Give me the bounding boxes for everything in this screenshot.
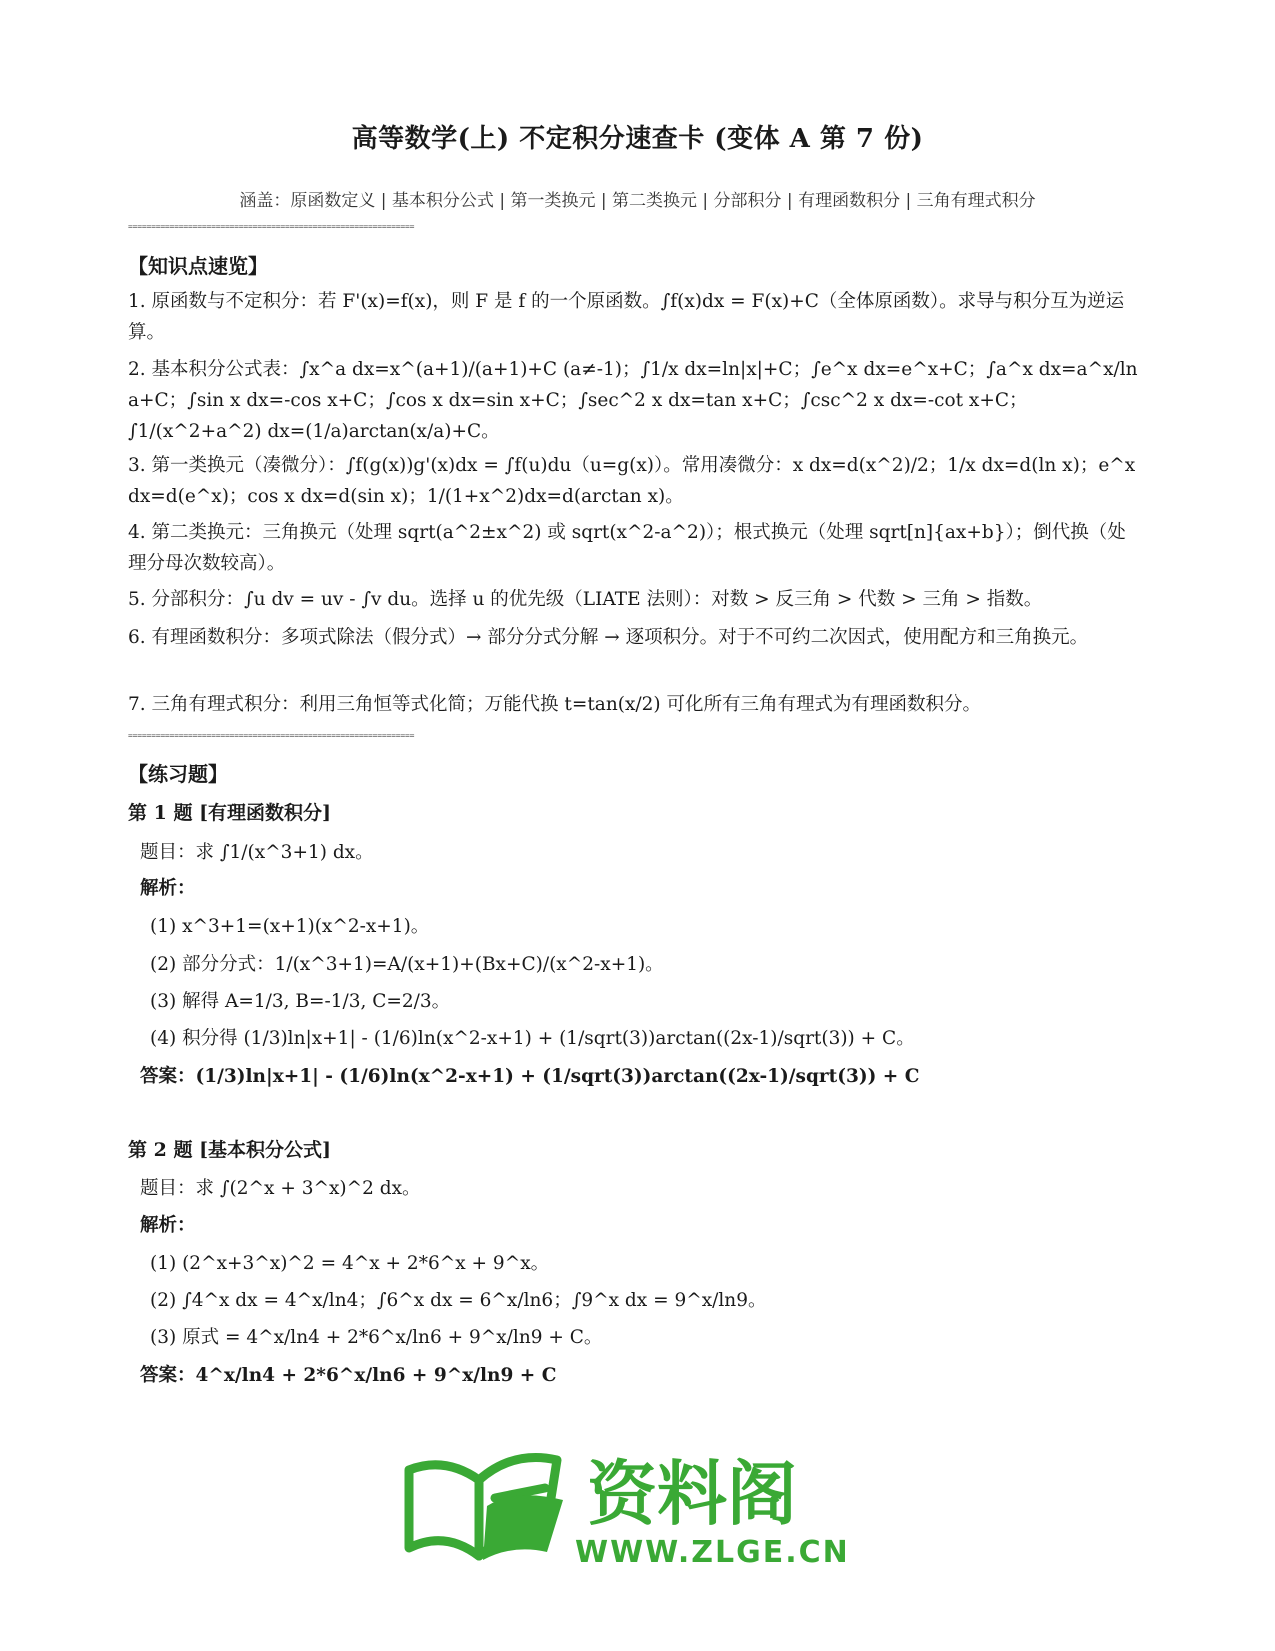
page-title: 高等数学(上) 不定积分速查卡 (变体 A 第 7 份) [351, 124, 924, 154]
knowledge-item: 6. 有理函数积分：多项式除法（假分式）→ 部分分式分解 → 逐项积分。对于不可约二次因式，使用配方和三角换元。 [128, 627, 1089, 648]
analysis-label: 解析： [140, 878, 196, 899]
knowledge-item: 4. 第二类换元：三角换元（处理 sqrt(a^2±x^2) 或 sqrt(x^2-a^2)）；根式换元（处理 sqrt[n]{ax+b}）；倒代换（处理分母次数较高）。 [128, 522, 1126, 574]
watermark-name: 资料阁 [587, 1453, 797, 1535]
question-title: 第 1 题 [有理函数积分] [128, 802, 332, 824]
watermark-url: WWW.ZLGE.CN [575, 1535, 850, 1570]
knowledge-item: 2. 基本积分公式表：∫x^a dx=x^(a+1)/(a+1)+C (a≠-1)；∫1/x dx=ln|x|+C；∫e^x dx=e^x+C；∫a^x dx=a^x/ln a+C；∫sin x dx=-cos x+C；∫cos x dx=sin x+C；∫sec^2 x dx=tan x+C；∫csc^2 x dx=-cot x+C；∫1/(x^2+a^2) dx=(1/a)arctan(x/a)+C。 [128, 359, 1138, 442]
knowledge-item: 3. 第一类换元（凑微分）：∫f(g(x))g'(x)dx = ∫f(u)du（u=g(x)）。常用凑微分：x dx=d(x^2)/2；1/x dx=d(ln x)；e^x dx=d(e^x)；cos x dx=d(sin x)；1/(1+x^2)dx=d(arctan x)。 [128, 455, 1136, 507]
question-stem: 题目：求 ∫(2^x + 3^x)^2 dx。 [140, 1178, 421, 1199]
question-title: 第 2 题 [基本积分公式] [128, 1139, 332, 1161]
analysis-step: (3) 解得 A=1/3, B=-1/3, C=2/3。 [150, 991, 451, 1012]
analysis-step: (4) 积分得 (1/3)ln|x+1| - (1/6)ln(x^2-x+1) + (1/sqrt(3))arctan((2x-1)/sqrt(3)) + C。 [150, 1028, 915, 1049]
practice-heading: 【练习题】 [128, 762, 228, 786]
separator-line: ============================================================== [128, 222, 415, 231]
knowledge-item: 1. 原函数与不定积分：若 F'(x)=f(x)，则 F 是 f 的一个原函数。∫f(x)dx = F(x)+C（全体原函数）。求导与积分互为逆运算。 [128, 291, 1125, 343]
watermark-logo [395, 1440, 865, 1570]
analysis-step: (1) x^3+1=(x+1)(x^2-x+1)。 [150, 916, 430, 937]
answer-line: 答案：4^x/ln4 + 2*6^x/ln6 + 9^x/ln9 + C [140, 1365, 557, 1386]
answer-line: 答案：(1/3)ln|x+1| - (1/6)ln(x^2-x+1) + (1/sqrt(3))arctan((2x-1)/sqrt(3)) + C [140, 1066, 920, 1087]
knowledge-item: 5. 分部积分：∫u dv = uv - ∫v du。选择 u 的优先级（LIATE 法则）：对数 > 反三角 > 代数 > 三角 > 指数。 [128, 589, 1043, 610]
question-stem: 题目：求 ∫1/(x^3+1) dx。 [140, 842, 374, 863]
analysis-step: (2) 部分分式：1/(x^3+1)=A/(x+1)+(Bx+C)/(x^2-x+1)。 [150, 954, 664, 975]
analysis-label: 解析： [140, 1215, 196, 1236]
knowledge-item: 7. 三角有理式积分：利用三角恒等式化简；万能代换 t=tan(x/2) 可化所有三角有理式为有理函数积分。 [128, 694, 981, 715]
analysis-step: (3) 原式 = 4^x/ln4 + 2*6^x/ln6 + 9^x/ln9 + C。 [150, 1327, 603, 1348]
knowledge-heading: 【知识点速览】 [128, 254, 268, 278]
open-book-icon [395, 1440, 865, 1570]
analysis-step: (2) ∫4^x dx = 4^x/ln4；∫6^x dx = 6^x/ln6；∫9^x dx = 9^x/ln9。 [150, 1290, 767, 1311]
analysis-step: (1) (2^x+3^x)^2 = 4^x + 2*6^x + 9^x。 [150, 1253, 550, 1274]
separator-line: ============================================================== [128, 731, 415, 740]
page-subtitle: 涵盖：原函数定义 | 基本积分公式 | 第一类换元 | 第二类换元 | 分部积分 | 有理函数积分 | 三角有理式积分 [239, 191, 1036, 211]
